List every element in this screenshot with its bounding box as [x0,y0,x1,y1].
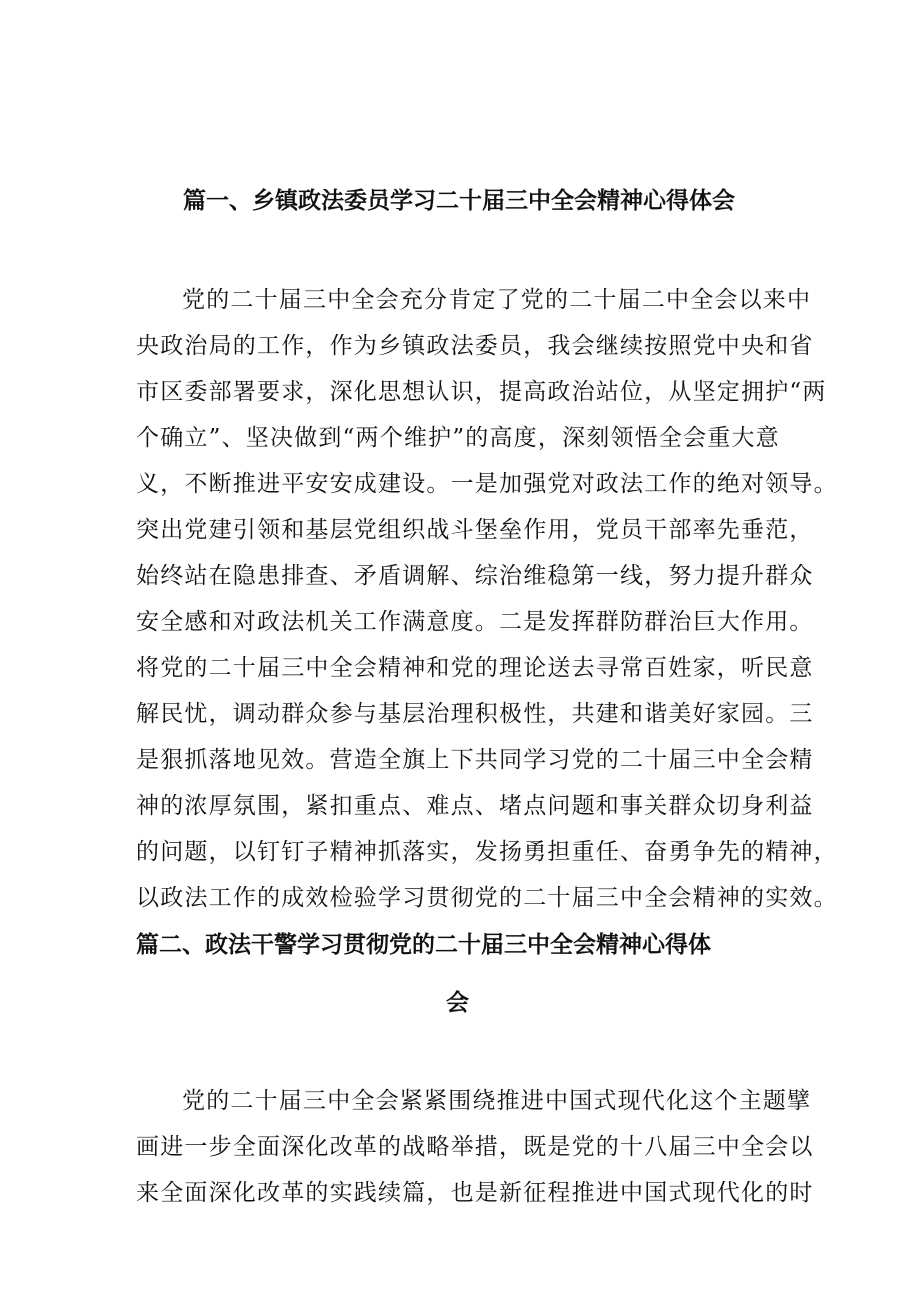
section2-title: 篇二、政法干警学习贯彻党的二十届三中全会精神心得体 [136,932,711,958]
section1-paragraph-line: 个确立”、坚决做到“两个维护”的高度，深刻领悟全会重大意 [136,425,780,451]
section1-paragraph-line: 解民忧，调动群众参与基层治理积极性，共建和谐美好家园。三 [136,701,814,727]
section2-paragraph-line: 画进一步全面深化改革的战略举措，既是党的十八届三中全会以 [136,1134,814,1160]
section1-paragraph-line: 市区委部署要求，深化思想认识，提高政治站位，从坚定拥护“两 [136,379,827,405]
section1-paragraph-line: 党的二十届三中全会充分肯定了党的二十届二中全会以来中 [182,287,812,313]
section1-paragraph-line: 始终站在隐患排查、矛盾调解、综治维稳第一线，努力提升群众 [136,563,814,589]
section2-paragraph-line: 来全面深化改革的实践续篇，也是新征程推进中国式现代化的时 [136,1180,814,1206]
section1-paragraph-line: 义，不断推进平安安成建设。一是加强党对政法工作的绝对领导。 [136,471,838,497]
section2-title-continuation: 会 [446,990,469,1016]
section1-paragraph-line: 以政法工作的成效检验学习贯彻党的二十届三中全会精神的实效。 [136,885,838,911]
section2-paragraph-line: 党的二十届三中全会紧紧围绕推进中国式现代化这个主题擘 [182,1088,812,1114]
section1-paragraph-line: 将党的二十届三中全会精神和党的理论送去寻常百姓家，听民意 [136,655,814,681]
section1-paragraph-line: 央政治局的工作，作为乡镇政法委员，我会继续按照党中央和省 [136,333,814,359]
section1-paragraph-line: 的问题，以钉钉子精神抓落实，发扬勇担重任、奋勇争先的精神， [136,839,838,865]
section1-title: 篇一、乡镇政法委员学习二十届三中全会精神心得体会 [183,188,735,214]
section1-paragraph-line: 是狠抓落地见效。营造全旗上下共同学习党的二十届三中全会精 [136,747,814,773]
section1-paragraph-line: 安全感和对政法机关工作满意度。二是发挥群防群治巨大作用。 [136,609,814,635]
section1-paragraph-line: 突出党建引领和基层党组织战斗堡垒作用，党员干部率先垂范， [136,517,814,543]
section1-paragraph-line: 神的浓厚氛围，紧扣重点、难点、堵点问题和事关群众切身利益 [136,793,814,819]
